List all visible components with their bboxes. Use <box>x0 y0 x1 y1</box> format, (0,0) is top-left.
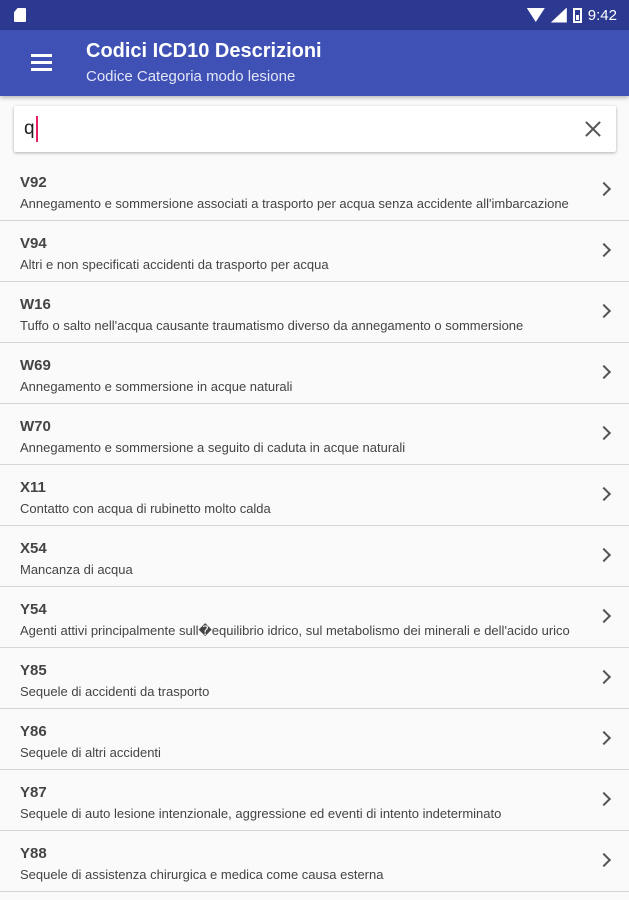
list-item[interactable] <box>0 221 629 282</box>
chevron-right-icon <box>597 731 611 745</box>
chevron-right-icon <box>597 853 611 867</box>
list-item[interactable] <box>0 160 629 221</box>
item-code: Y87 <box>20 784 47 801</box>
search-input[interactable]: q <box>24 118 35 139</box>
item-description: Sequele di accidenti da trasporto <box>20 684 210 699</box>
signal-icon <box>551 8 567 23</box>
item-description: Sequele di altri accidenti <box>20 745 161 760</box>
app-bar <box>0 30 629 96</box>
item-code: Y85 <box>20 662 47 679</box>
item-description: Annegamento e sommersione associati a trasporto per acqua senza accidente all'imbarcazione <box>20 196 569 211</box>
list-item[interactable] <box>0 526 629 587</box>
item-description: Sequele di assistenza chirurgica e medica come causa esterna <box>20 867 384 882</box>
chevron-right-icon <box>597 426 611 440</box>
item-code: V92 <box>20 174 47 191</box>
sd-card-icon <box>14 8 26 22</box>
list-item[interactable] <box>0 709 629 770</box>
list-item[interactable] <box>0 770 629 831</box>
text-cursor <box>36 116 38 142</box>
item-code: W16 <box>20 296 51 313</box>
list-item[interactable] <box>0 587 629 648</box>
wifi-icon <box>527 8 545 22</box>
chevron-right-icon <box>597 487 611 501</box>
battery-icon <box>573 8 582 23</box>
search-box[interactable] <box>14 106 616 152</box>
item-code: W69 <box>20 357 51 374</box>
list-item[interactable] <box>0 404 629 465</box>
list-item[interactable] <box>0 282 629 343</box>
item-description: Contatto con acqua di rubinetto molto calda <box>20 501 271 516</box>
item-code: X11 <box>20 479 46 496</box>
clear-search-icon[interactable] <box>582 118 604 140</box>
item-code: Y86 <box>20 723 47 740</box>
item-code: Y88 <box>20 845 47 862</box>
item-description: Mancanza di acqua <box>20 562 133 577</box>
results-list <box>0 160 629 892</box>
list-item[interactable] <box>0 465 629 526</box>
chevron-right-icon <box>597 365 611 379</box>
app-title: Codici ICD10 Descrizioni <box>86 40 322 62</box>
chevron-right-icon <box>597 548 611 562</box>
chevron-right-icon <box>597 182 611 196</box>
item-description: Annegamento e sommersione a seguito di caduta in acque naturali <box>20 440 406 455</box>
list-item[interactable] <box>0 831 629 892</box>
status-bar <box>0 0 629 30</box>
item-description: Tuffo o salto nell'acqua causante traumatismo diverso da annegamento o sommersione <box>20 318 524 333</box>
item-description: Annegamento e sommersione in acque naturali <box>20 379 293 394</box>
list-item[interactable] <box>0 343 629 404</box>
list-item[interactable] <box>0 648 629 709</box>
chevron-right-icon <box>597 792 611 806</box>
item-code: V94 <box>20 235 47 252</box>
status-icons <box>527 5 617 25</box>
chevron-right-icon <box>597 670 611 684</box>
chevron-right-icon <box>597 304 611 318</box>
item-code: W70 <box>20 418 51 435</box>
app-subtitle: Codice Categoria modo lesione <box>86 68 296 85</box>
item-code: X54 <box>20 540 47 557</box>
item-description: Agenti attivi principalmente sull�equilibrio idrico, sul metabolismo dei minerali e dell'acido urico <box>20 623 570 638</box>
item-description: Altri e non specificati accidenti da trasporto per acqua <box>20 257 329 272</box>
chevron-right-icon <box>597 609 611 623</box>
chevron-right-icon <box>597 243 611 257</box>
item-description: Sequele di auto lesione intenzionale, aggressione ed eventi di intento indeterminato <box>20 806 502 821</box>
hamburger-menu-icon[interactable] <box>31 54 52 71</box>
item-code: Y54 <box>20 601 47 618</box>
status-time: 9:42 <box>587 6 617 24</box>
